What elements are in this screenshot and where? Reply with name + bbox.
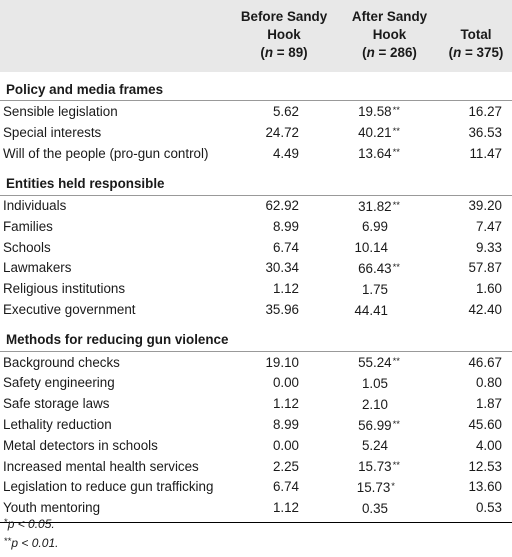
cell-after [339,498,440,522]
cell-before: 62.92 [265,198,299,214]
cell-total: 46.67 [468,354,502,370]
cell-total: 11.47 [469,145,502,161]
cell-after-value: 5.24 [361,438,388,454]
table-row [0,143,512,164]
cell-total: 13.60 [468,479,502,495]
cell-after-value: 2.10 [361,396,388,412]
cell-before: 24.72 [265,124,299,140]
row-label: Safety engineering [3,375,115,391]
cell-before: 2.25 [272,458,299,474]
row-label: Will of the people (pro-gun control) [3,145,209,161]
significance-mark: * [391,480,395,492]
cell-before: 35.96 [265,302,299,318]
header-label-column [0,0,229,72]
cell-after-value: 66.43 [358,260,392,276]
section-title: Policy and media frames [0,72,512,101]
cell-before: 8.99 [272,218,299,234]
cell-after [339,216,440,237]
cell-after-value: 19.58 [358,104,392,120]
significance-mark: ** [392,418,400,430]
footnote-mark: ** [4,536,12,547]
section-header-row [0,320,512,351]
cell-before: 6.74 [272,239,299,255]
row-label: Metal detectors in schools [3,437,158,453]
footnote-text: p < 0.01. [11,536,59,550]
header-before-n: (n = 89) [260,45,308,61]
cell-after-value: 31.82 [358,198,392,214]
cell-total: 16.27 [468,103,502,119]
table-row [0,101,512,122]
cell-after-value: 15.73 [358,459,392,475]
section-title: Methods for reducing gun violence [0,320,512,351]
cell-before: 5.62 [272,103,299,119]
table-row [0,498,512,522]
footnote-mark: * [4,517,8,528]
row-label: Sensible legislation [3,103,118,119]
cell-after-value: 0.35 [361,500,388,516]
cell-after-value: 13.64 [358,146,392,161]
row-label: Legislation to reduce gun trafficking [3,479,214,495]
cell-before: 0.00 [272,375,299,391]
footnote-text: p < 0.05. [7,517,55,531]
significance-mark: ** [392,126,400,138]
table-row [0,279,512,300]
footnote-p01 [3,536,58,550]
cell-after [339,352,440,373]
cell-after [339,394,440,415]
cell-after-value: 6.99 [361,219,388,235]
section-title: Entities held responsible [0,164,512,195]
cell-total: 1.87 [475,396,502,412]
cell-after-value: 44.41 [354,302,388,318]
row-label: Families [3,218,53,234]
cell-total: 7.47 [475,218,502,234]
significance-mark: ** [392,199,400,211]
cell-after-value: 15.73 [356,479,391,495]
row-label: Schools [3,239,51,255]
row-label: Lethality reduction [3,417,112,433]
cell-total: 9.33 [475,239,502,255]
table-row [0,373,512,394]
cell-after [339,477,440,498]
row-label: Increased mental health services [3,458,199,474]
table-row [0,394,512,415]
header-before-title: Before Sandy Hook [240,9,328,43]
cell-before: 4.49 [272,145,299,161]
cell-before: 1.12 [272,281,299,297]
row-label: Religious institutions [3,281,126,297]
cell-total: 12.53 [468,458,502,474]
cell-after-value: 56.99 [358,417,392,433]
cell-after [339,456,440,477]
header-before-sandy-hook [229,0,339,72]
significance-mark: ** [392,356,400,368]
row-label: Individuals [3,198,67,214]
cell-total: 0.80 [475,375,502,391]
cell-total: 1.60 [475,281,502,297]
cell-before: 8.99 [272,417,299,433]
footnote-p05 [3,517,55,531]
cell-after [339,258,440,279]
cell-after [339,143,440,164]
cell-after [339,101,440,122]
cell-after-value: 10.14 [354,240,388,256]
table-row [0,216,512,237]
cell-after [339,373,440,394]
significance-mark: ** [392,105,400,117]
table-row [0,300,512,321]
cell-before: 19.10 [265,354,299,370]
significance-mark: ** [392,261,400,273]
cell-total: 45.60 [468,417,502,433]
row-label: Youth mentoring [0,498,229,522]
row-label: Lawmakers [3,260,72,276]
table-row [0,352,512,373]
header-total [440,0,512,72]
cell-before: 30.34 [265,260,299,276]
significance-mark: ** [392,147,400,158]
table-row [0,435,512,456]
header-after-n: (n = 286) [362,45,417,61]
cell-after-value: 40.21 [358,125,392,141]
cell-before: 1.12 [229,498,339,522]
section-header-row [0,164,512,195]
cell-before: 6.74 [272,479,299,495]
table-row [0,195,512,216]
table-row [0,456,512,477]
cell-after [339,279,440,300]
section-header-row [0,72,512,101]
cell-after [339,237,440,258]
cell-after-value: 1.05 [361,375,388,391]
header-total-title: Total [460,27,492,43]
cell-after [339,195,440,216]
cell-before: 0.00 [272,437,299,453]
table-row [0,122,512,143]
table-row [0,258,512,279]
cell-before: 1.12 [272,396,299,412]
cell-total: 57.87 [468,260,502,276]
row-label: Background checks [3,354,120,370]
header-after-title: After Sandy Hook [351,9,428,43]
cell-total: 0.53 [440,498,512,522]
table-body [0,72,512,522]
header-total-n: (n = 375) [448,45,504,61]
table-row [0,237,512,258]
table-row [0,477,512,498]
cell-after-value: 55.24 [358,355,392,371]
table-header [0,0,512,72]
row-label: Special interests [3,124,102,140]
cell-total: 39.20 [468,198,502,214]
row-label: Safe storage laws [3,396,110,412]
cell-total: 42.40 [468,302,502,318]
cell-total: 36.53 [468,124,502,140]
cell-after [339,300,440,321]
cell-after [339,122,440,143]
row-label: Executive government [3,302,136,318]
cell-after [339,415,440,436]
header-after-sandy-hook [339,0,440,72]
significance-mark: ** [392,460,400,472]
cell-after [339,435,440,456]
cell-total: 4.00 [475,437,502,453]
cell-after-value: 1.75 [361,281,388,297]
table-row [0,415,512,436]
